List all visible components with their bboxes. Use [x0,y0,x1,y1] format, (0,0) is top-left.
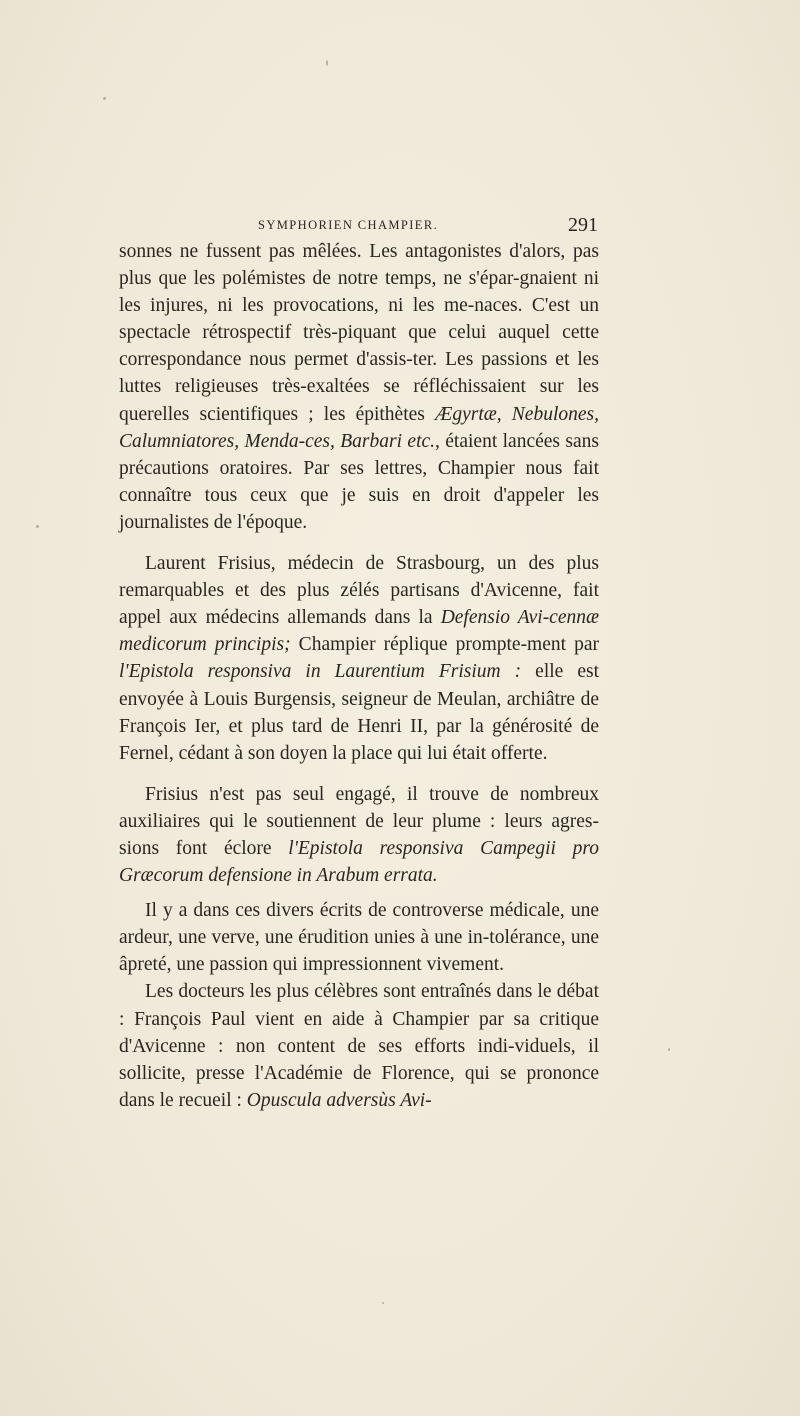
text-run: , étaient lancées sans précautions oratoires. Par ses lettres, Champier nous fait connaître tous ceux que je suis en droit d'appeler les journalistes de l'époque. [119,430,599,533]
running-title: SYMPHORIEN CHAMPIER. [258,218,439,232]
paragraph [119,238,599,536]
italic-text-run: Ægyrtæ, Nebulones, Calumniatores, Menda-ces, Barbari etc. [119,403,599,452]
running-head [118,214,598,236]
text-run: Les docteurs les plus célèbres sont entraînés dans le débat : François Paul vient en aide à Champier par sa critique d'Avicenne : non content de ses efforts indi-viduels, il sollicite, presse l'Académie de Florence, qui se prononce dans le recueil : [119,981,599,1111]
italic-text-run: Opuscula adversùs Avi- [246,1089,432,1111]
italic-text-run: l'Epistola responsiva in Laurentium Frisium : [119,661,522,683]
page-number: 291 [568,214,598,236]
body-text [119,238,599,1114]
paper-speck [382,1302,384,1304]
paper-speck [103,97,106,100]
paragraph [119,978,599,1113]
text-run: Il y a dans ces divers écrits de controverse médicale, une ardeur, une verve, une érudition unies à une in-tolérance, une âpreté, une passion qui impressionnent vivement. [119,900,599,976]
paper-speck [326,60,328,66]
text-run: Laurent Frisius, médecin de Strasbourg, un des plus remarquables et des plus zélés partisans d'Avicenne, fait appel aux médecins allemands dans la [119,553,599,629]
paper-speck [36,525,39,528]
italic-text-run: l'Epistola responsiva Campegii pro Græcorum defensione in Arabum errata. [119,837,599,887]
text-run: sonnes ne fussent pas mêlées. Les antagonistes d'alors, pas plus que les polémistes de notre temps, ne s'épar-gnaient ni les injures, ni les provocations, ni les me-naces. C'est un spectacle rétrospectif très-piquant que celui auquel cette correspondance nous permet d'assis-ter. Les passions et les luttes religieuses très-exaltées se réfléchissaient sur les querelles scientifiques ; les épithètes [119,241,599,425]
text-run: Champier réplique prompte-ment par [290,634,600,656]
italic-text-run: Defensio Avi-cennæ medicorum principis; [119,607,599,656]
paragraph [119,550,599,767]
paper-speck [668,1048,670,1051]
paragraph [119,781,599,889]
text-run: Frisius n'est pas seul engagé, il trouve de nombreux auxiliaires qui le soutiennent de leur plume : leurs agres-sions font éclore [119,783,599,859]
text-run: elle est envoyée à Louis Burgensis, seigneur de Meulan, archiâtre de François Ier, et plus tard de Henri II, par la générosité de Fernel, cédant à son doyen la place qui lui était offerte. [119,661,599,764]
paragraph [119,897,599,978]
